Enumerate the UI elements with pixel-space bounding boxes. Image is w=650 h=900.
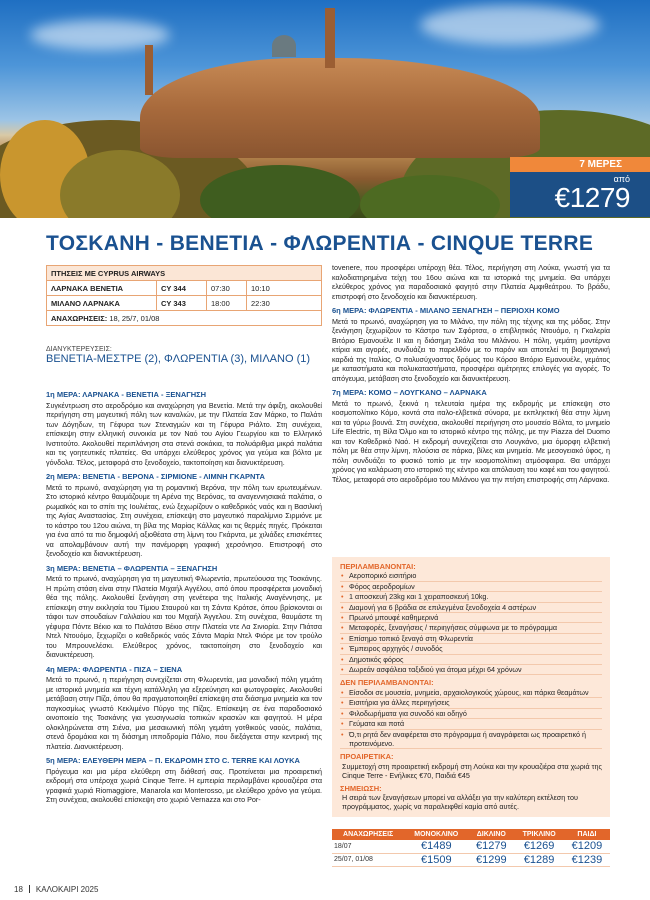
page-footer — [14, 885, 98, 894]
list-item: • Δημοτικός φόρος — [340, 655, 602, 665]
optional-text: Συμμετοχή στη προαιρετική εκδρομή στη Λούκα και την κρουαζιέρα στα χωριά της Cinque Terre - Ενήλικες €70, Παιδιά €45 — [342, 761, 602, 781]
included-list — [340, 571, 602, 675]
flight-departure: 07:30 — [207, 281, 247, 296]
price-date: 25/07, 01/08 — [332, 853, 404, 866]
price-header-row — [332, 829, 610, 840]
price-double: €1299 — [468, 853, 514, 866]
day-heading: 3η ΜΕΡΑ: ΒΕΝΕΤΙΑ – ΦΛΩΡΕΝΤΙΑ – ΞΕΝΑΓΗΣΗ — [46, 563, 218, 573]
price-header: ΜΟΝΟΚΛΙΝΟ — [404, 829, 468, 840]
stay-label: ΔΙΑΝΥΚΤΕΡΕΥΣΕΙΣ: — [46, 346, 112, 353]
day-text: Μετά το πρωινό, αναχώρηση για τη μαγευτική Φλωρεντία, πρωτεύουσα της Τοσκάνης. Η πρώτη στάση είναι στην Πλατεία Μιχαήλ Αγγέλου, από όπου προσφέρεται μοναδική θέα της πόλης. Ακολουθεί ξενάγηση στη γενέτειρα της Ιταλικής Αναγέννησης, με επίσκεψη στην εκκλησία του Τίμιου Σταυρού και τη Σάντα Κρότσε, όπου βρίσκονται οι τάφοι των σπουδαίων Γαλιλαίου και του Μιχαήλ Άγγελου. Στη συνέχεια, θαυμάστε τη γέφυρα Πόντε Βέκιο και το Παλάτσο Βέκιο στην Πλατεία ντε Λα Σινιορία. Στην Πιάτσα Ντελ Ντουόμο, ξεχωρίζει ο καθεδρικός ναός Σάντα Μαρία Ντελ Φιόρε με τον τρούλο του Μπρουνελέσκι. Ελεύθερος χρόνος, τακτοποίηση στο ξενοδοχείο και διανυκτέρευση. — [46, 574, 322, 659]
list-item: • Μεταφορές, ξεναγήσεις / περιηγήσεις σύμφωνα με το πρόγραμμα — [340, 623, 602, 633]
list-item: • Αεροπορικό εισιτήριο — [340, 571, 602, 581]
list-item: • Φόρος αεροδρομίων — [340, 582, 602, 592]
flight-route: ΛΑΡΝΑΚΑ ΒΕΝΕΤΙΑ — [47, 281, 157, 296]
day-text: Πρόγευμα και μια μέρα ελεύθερη στη διάθεσή σας. Προτείνεται μια προαιρετική εκδρομή στα υπέροχα χωριά Cinque Terre. Η εμπειρία περιλαμβάνει κρουαζιέρα στα γραφικά χωριά Riomaggiore, Manarola και Monterosso, με ελεύθερο χρόνο για γεύμα. Στη συνέχεια, ακολουθεί επίσκεψη στο χωριό Vernazza και στο Por- — [46, 766, 322, 804]
list-item: • Είσοδοι σε μουσεία, μνημεία, αρχαιολογικούς χώρους, και πάρκα θεαμάτων — [340, 688, 602, 698]
departures-row — [47, 311, 322, 326]
flight-row — [47, 281, 322, 296]
list-item: • Δωρεάν ασφάλεια ταξιδιού για άτομα μέχρι 64 χρόνων — [340, 665, 602, 675]
flights-header: ΠΤΗΣΕΙΣ ΜΕ CYPRUS AIRWAYS — [47, 266, 322, 281]
flight-row — [47, 296, 322, 311]
notes-title: ΣΗΜΕΙΩΣΗ: — [340, 783, 382, 793]
footer-divider — [29, 885, 30, 893]
flight-arrival: 10:10 — [247, 281, 322, 296]
price-header: ΤΡΙΚΛΙΝΟ — [514, 829, 563, 840]
flights-table — [46, 265, 322, 326]
price-days: 7 ΜΕΡΕΣ — [510, 157, 650, 172]
day-heading: 6η ΜΕΡΑ: ΦΛΩΡΕΝΤΙΑ - ΜΙΛΑΝΟ ΞΕΝΑΓΗΣΗ – ΠΕΡΙΟΧΗ ΚΟΜΟ — [332, 306, 560, 315]
optional-title: ΠΡΟΑΙΡΕΤΙΚΑ: — [340, 752, 394, 762]
flight-route: ΜΙΛΑΝΟ ΛΑΡΝΑΚΑ — [47, 296, 157, 311]
day-heading: 2η ΜΕΡΑ: ΒΕΝΕΤΙΑ - ΒΕΡΟΝΑ - ΣΙΡΜΙΟΝΕ - ΛΙΜΝΗ ΓΚΑΡΝΤΑ — [46, 472, 265, 481]
list-item: • Εισιτήρια για άλλες περιηγήσεις — [340, 698, 602, 708]
flight-number: CY 343 — [157, 296, 207, 311]
itinerary-right — [332, 263, 610, 484]
stay-value: ΒΕΝΕΤΙΑ-ΜΕΣΤΡΕ (2), ΦΛΩΡΕΝΤΙΑ (3), ΜΙΛΑΝΟ (1) — [46, 353, 311, 365]
price-header: ΔΙΚΛΙΝΟ — [468, 829, 514, 840]
price-row — [332, 840, 610, 853]
list-item: • Γεύματα και ποτά — [340, 719, 602, 729]
included-title: ΠΕΡΙΛΑΜΒΑΝΟΝΤΑΙ: — [340, 562, 416, 571]
price-table — [332, 829, 610, 867]
price-child: €1209 — [564, 840, 610, 853]
list-item: • Ό,τι ρητά δεν αναφέρεται στο πρόγραμμα ή αναγράφεται ως προαιρετικό ή προτεινόμενο. — [340, 730, 602, 750]
day-heading: 5η ΜΕΡΑ: ΕΛΕΥΘΕΡΗ ΜΕΡΑ – Π. ΕΚΔΡΟΜΗ ΣΤΟ C. TERRE ΚΑΙ ΛΟΥΚΑ — [46, 756, 300, 765]
price-from: από — [613, 174, 630, 184]
flight-number: CY 344 — [157, 281, 207, 296]
flight-departure: 18:00 — [207, 296, 247, 311]
list-item: • 1 αποσκευή 23kg και 1 χειραποσκευή 10kg. — [340, 592, 602, 602]
included-box — [332, 557, 610, 817]
list-item: • Έμπειρος αρχηγός / συνοδός — [340, 644, 602, 654]
excluded-list — [340, 688, 602, 749]
footer-season: ΚΑΛΟΚΑΙΡΙ 2025 — [35, 885, 99, 894]
price-double: €1279 — [468, 840, 514, 853]
flight-arrival: 22:30 — [247, 296, 322, 311]
day-heading: 1η ΜΕΡΑ: ΛΑΡΝΑΚΑ - ΒΕΝΕΤΙΑ - ΞΕΝΑΓΗΣΗ — [46, 390, 207, 399]
tower — [145, 45, 153, 95]
price-main — [510, 172, 650, 217]
price-badge — [510, 157, 650, 217]
church-tower — [325, 8, 335, 68]
price-header: ΠΑΙΔΙ — [564, 829, 610, 840]
departures-value: 18, 25/7, 01/08 — [109, 313, 160, 323]
departures-label: ΑΝΑΧΩΡΗΣΕΙΣ: — [51, 313, 108, 323]
hero-image — [0, 0, 650, 218]
day-text: Μετά το πρωινό, αναχώρηση για τη ρομαντική Βερόνα, την πόλη των ερωτευμένων. Στο ιστορικό κέντρο θαυμάζουμε τη Αρένα της Βερόνας, τα αναγεννησιακά παλάτια, ο ρωμαϊκός και το σπίτι της Ιουλιέτας, ενώ ξεχωρίζουν ο καθεδρικός ναός και η Βασιλική της Αγίας Αναστασίας. Στη συνέχεια, επίσκεψη στο μαγευτικό παραλίμνιο Σιρμιόνε με το κάστρο του 12ου αιώνα, τη βίλα της Μαρίας Κάλλας και τις θερμές πηγές. Πρόκειται για ένα από τα πιο δημοφιλή αξιοθέατα στη λίμνη του Γκάρντα, με χιλιάδες επισκέπτες να απολαμβάνουν αυτή την πανέμορφη γραφική χερσόνησο. Επιστροφή στο ξενοδοχείο και διανυκτέρευση. — [46, 482, 322, 558]
price-header: ΑΝΑΧΩΡΗΣΕΙΣ — [332, 829, 404, 840]
day-text: Μετά το πρωινό, ξεκινά η τελευταία ημέρα της εκδρομής με επίσκεψη στο κοσμοπολίτικο Κόμο, κοντά στα ιταλο-ελβετικά σύνορα, με εκπληκτική θέα στην λίμνη και τα γύρω βουνά. Στη συνέχεια, ακολουθεί περιήγηση στο μουσείο Βόλτα, το μνημείο Life Electric, τη Βίλα Όλμο και το ιστορικό κέντρο της πόλης, με την Piazza del Duomo και τον Καθεδρικό Ναό. Η εκδρομή συνεχίζεται στο Λουγκάνο, μια όμορφη ελβετική πόλη με θέα στην λίμνη, πλούσια σε πάρκα, βίλες και μνημεία. Με μεσογειακό ύφος, η πόλη συνδυάζει το φυσικό τοπίο με την κοσμοπολίτικη ατμόσφαιρα. Θα υπάρχει χρόνος για καλάρωση στο ιστορικό της κέντρο και απόλαυση του καφέ και του φαγητού. Τέλος, μεταφορά στο αεροδρόμιο του Μιλάνου για την πτήση επιστροφής στη Λάρνακα. — [332, 398, 610, 484]
list-item: • Φιλοδωρήματα για συνοδό και οδηγό — [340, 709, 602, 719]
excluded-title: ΔΕΝ ΠΕΡΙΛΑΜΒΑΝΟΝΤΑΙ: — [340, 678, 434, 688]
price-child: €1239 — [564, 853, 610, 866]
city-silhouette — [140, 58, 540, 158]
day-text-continued: tovenere, που προσφέρει υπέροχη θέα. Τέλος, περιήγηση στη Λούκα, γνωστή για τα καλοδιατηρημένα τείχη του 16ου αιώνα και τα ιστορικά της μνημεία. Θα υπάρχει ελεύθερος χρόνος για παραδοσιακό φαγητό στην Πλατεία Αμφιθεάτρου. Το βράδυ, επιστροφή στο ξενοδοχείο και διανυκτέρευση. — [332, 263, 610, 301]
list-item: • Επίσημο τοπικό ξεναγό στη Φλωρεντία — [340, 634, 602, 644]
page-title: ΤΟΣΚΑΝΗ - ΒΕΝΕΤΙΑ - ΦΛΩΡΕΝΤΙΑ - CINQUE TERRE — [46, 232, 594, 255]
day-heading: 7η ΜΕΡΑ: ΚΟΜΟ – ΛΟΥΓΚΑΝΟ – ΛΑΡΝΑΚΑ — [332, 388, 487, 397]
price-single: €1509 — [404, 853, 468, 866]
page-number: 18 — [14, 885, 23, 894]
price-triple: €1289 — [514, 853, 563, 866]
cloud — [420, 5, 600, 45]
day-text: Συγκέντρωση στο αεροδρόμιο και αναχώρηση για Βενετία. Μετά την άφιξη, ακολουθεί περιήγηση στη μαγευτική πόλη των καναλιών, με την Πλατεία Σαν Μάρκο, το Παλάτι των Δόγηδων, τη Γέφυρα των Στεναγμών και τη Γέφυρα Ριάλτο. Στη συνέχεια, επίσκεψη στην ελληνική συνοικία με τον Ναό του Αγίου Γεωργίου και το Ελληνικό Ινστιτούτο. Ακολουθεί περιπλάνηση στα στενά σοκάκια, τα πολυάριθμα μικρά παλάτια και τις γοητευτικές πλατείες. Θα υπάρχει ελεύθερος χρόνος για γεύμα και βόλτα με γόνδολα. Τέλος, μεταφορά στο ξενοδοχείο, τακτοποίηση και διανυκτέρευση. — [46, 400, 322, 467]
cathedral-dome — [272, 35, 296, 57]
day-text: Μετά το πρωινό, η περιήγηση συνεχίζεται στη Φλωρεντία, μια μοναδική πόλη γεμάτη με ιστορικά μνημεία και τέχνη κατάλληλη για εξερεύνηση και φωτογραφίες. Ακολουθεί μετάβαση στην Πίζα, όπου θα πραγματοποιηθεί επίσκεψη στα διάσημα μνημεία και τον παγκοσμίως γνωστό Κεκλιμένο Πύργο της Πίζας. Επίσκεψη σε ένα παραδοσιακό οινοποιείο της Τοσκάνης για γευσιγνωσία τοπικών κρασιών και φαγητού. Η μέρα ολοκληρώνεται στη Σιένα, μια μεσαιωνική πόλη γεμάτη γοτθικούς ναούς, παλάτια, στενά δρομάκια και τη διάσημη ιπποδρομία Πάλιο, που διεξάγεται στην κεντρική της πλατεία. Διανυκτέρευση. — [46, 675, 322, 751]
itinerary-left — [46, 390, 322, 805]
price-triple: €1269 — [514, 840, 563, 853]
day-heading: 4η ΜΕΡΑ: ΦΛΩΡΕΝΤΙΑ - ΠΙΖΑ – ΣΙΕΝΑ — [46, 664, 183, 674]
notes-text: Η σειρά των ξεναγήσεων μπορεί να αλλάξει για την καλύτερη εκτέλεση του προγράμματος, χωρίς να παραλειφθεί καμία από αυτές. — [342, 792, 578, 812]
price-value: €1279 — [554, 182, 630, 213]
price-single: €1489 — [404, 840, 468, 853]
price-date: 18/07 — [332, 840, 404, 853]
list-item: • Πρωινό μπουφέ καθημερινά — [340, 613, 602, 623]
list-item: • Διαμονή για 6 βράδια σε επιλεγμένα ξενοδοχεία 4 αστέρων — [340, 603, 602, 613]
price-row — [332, 853, 610, 866]
day-text: Μετά το πρωινό, αναχώρηση για το Μιλάνο, την πόλη της τέχνης και της μόδας. Στην ξενάγηση ξεχωρίζουν το Κάστρο των Σφόρτσα, ο επιβλητικός Ντουόμο, η Γκαλερία Βιτόριο Εμανουέλε ΙΙ και η διάσημη Σκάλα του Μιλάνου. Η πόλη, γεμάτη μοντέρνα κτίρια και αγορές, συνδυάζει το παρελθόν με το παρόν και αποτελεί τη βιομηχανική καρδιά της Ιταλίας. Ο πολυσύχναστος δρόμος του Κόρσο Βιτόριο Εμανουέλε, γεμάτος με καταστήματα και πολυκαταστήματα, προσφέρει αμέτρητες επιλογές για αγορές. Το απόγευμα, μετάβαση στο ξενοδοχείο και διανυκτέρευση. — [332, 316, 610, 383]
